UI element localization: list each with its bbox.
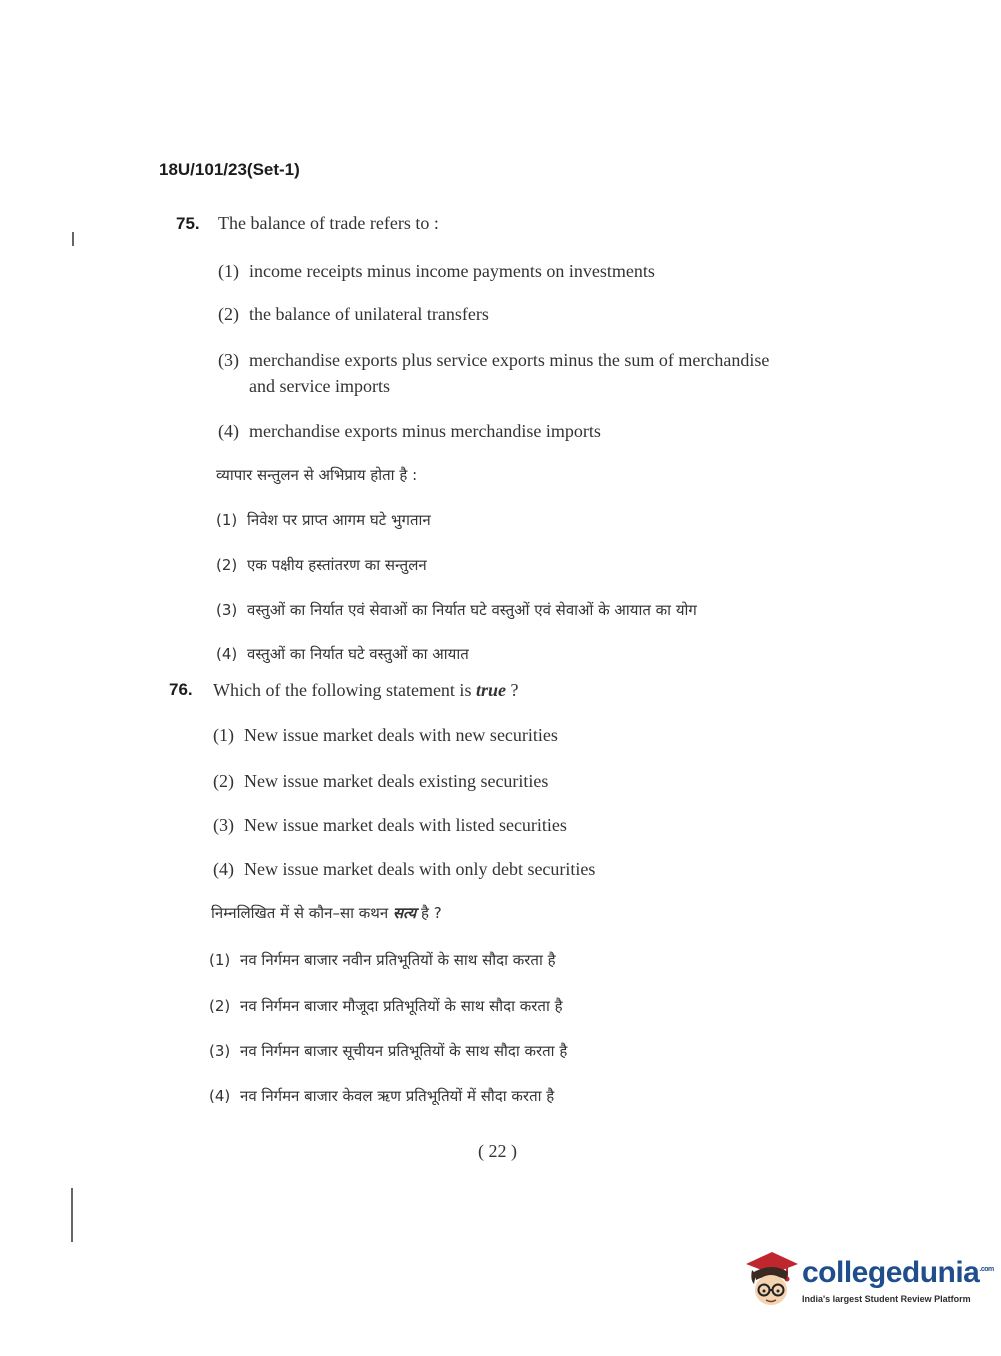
q75-option-3-en-continued: and service imports — [249, 376, 390, 396]
question-76-text-start: Which of the following statement is — [213, 680, 476, 700]
q75-option-3-hi — [216, 600, 697, 620]
option-text: नव निर्गमन बाजार सूचीयन प्रतिभूतियों के साथ सौदा करता है — [240, 1042, 568, 1060]
option-number: (1) — [216, 511, 238, 529]
collegedunia-logo — [742, 1250, 994, 1312]
option-number: (4) — [213, 859, 234, 879]
option-number: (2) — [216, 556, 238, 574]
q76-option-2-hi — [209, 996, 563, 1016]
option-text: नव निर्गमन बाजार नवीन प्रतिभूतियों के साथ सौदा करता है — [240, 951, 556, 969]
q75-option-3-en — [218, 350, 769, 371]
logo-domain-suffix: .com — [979, 1266, 994, 1273]
q76-option-4-hi — [209, 1086, 554, 1106]
logo-tagline: India's largest Student Review Platform — [802, 1294, 971, 1304]
q76-option-3-hi — [209, 1041, 567, 1061]
q75-option-2-hi — [216, 555, 427, 575]
page-number: ( 22 ) — [478, 1141, 517, 1161]
question-76-number: 76. — [169, 680, 193, 699]
option-number: (1) — [213, 725, 234, 745]
option-text: New issue market deals existing securities — [244, 771, 549, 791]
option-number: (3) — [213, 815, 234, 835]
option-text: New issue market deals with listed securities — [244, 815, 567, 835]
q76-option-1-hi — [209, 950, 556, 970]
q76-option-3-en — [213, 815, 567, 836]
q75-option-1-hi — [216, 510, 431, 530]
question-76-hindi-emphasis: सत्य — [393, 904, 417, 922]
option-number: (4) — [209, 1087, 231, 1105]
q76-option-1-en — [213, 725, 558, 746]
option-text: एक पक्षीय हस्तांतरण का सन्तुलन — [247, 556, 427, 574]
question-76-hindi-end: है ? — [416, 904, 442, 922]
q76-option-2-en — [213, 771, 548, 792]
option-text: नव निर्गमन बाजार केवल ऋण प्रतिभूतियों में सौदा करता है — [240, 1087, 555, 1105]
option-text: नव निर्गमन बाजार मौजूदा प्रतिभूतियों के साथ सौदा करता है — [240, 997, 563, 1015]
option-text: निवेश पर प्राप्त आगम घटे भुगतान — [247, 511, 431, 529]
q75-option-2-en — [218, 304, 489, 325]
option-number: (3) — [216, 601, 238, 619]
paper-code: 18U/101/23(Set-1) — [159, 160, 300, 179]
question-75-text: The balance of trade refers to : — [218, 213, 439, 233]
option-number: (3) — [209, 1042, 231, 1060]
option-text: the balance of unilateral transfers — [249, 304, 489, 324]
option-number: (2) — [209, 997, 231, 1015]
question-76-hindi-start: निम्नलिखित में से कौन–सा कथन — [211, 904, 393, 922]
option-number: (1) — [218, 261, 239, 281]
option-text: वस्तुओं का निर्यात एवं सेवाओं का निर्यात घटे वस्तुओं एवं सेवाओं के आयात का योग — [247, 601, 697, 619]
option-text: New issue market deals with only debt securities — [244, 859, 596, 879]
option-text: वस्तुओं का निर्यात घटे वस्तुओं का आयात — [247, 645, 469, 663]
q76-option-4-en — [213, 859, 595, 880]
question-75-number: 75. — [176, 214, 200, 233]
option-text: merchandise exports minus merchandise imports — [249, 421, 601, 441]
q75-option-4-hi — [216, 644, 469, 664]
question-75-text-hindi: व्यापार सन्तुलन से अभिप्राय होता है : — [216, 466, 418, 484]
logo-brand-text: collegedunia — [802, 1256, 980, 1289]
question-76-emphasis: true — [475, 680, 506, 700]
margin-mark-bottom — [71, 1188, 73, 1242]
option-number: (4) — [216, 645, 238, 663]
option-text: merchandise exports plus service exports minus the sum of merchandise — [249, 350, 770, 370]
mascot-icon — [742, 1250, 800, 1312]
logo-wordmark — [802, 1256, 994, 1290]
option-text: income receipts minus income payments on investments — [249, 261, 655, 281]
question-76-text — [213, 680, 518, 701]
question-76-text-hindi — [211, 903, 442, 923]
option-number: (2) — [213, 771, 234, 791]
option-text: New issue market deals with new securities — [244, 725, 558, 745]
option-number: (4) — [218, 421, 239, 441]
question-76-text-end: ? — [505, 680, 519, 700]
q75-option-1-en — [218, 261, 655, 282]
option-number: (3) — [218, 350, 239, 370]
margin-mark-top — [72, 232, 74, 246]
q75-option-4-en — [218, 421, 601, 442]
option-number: (2) — [218, 304, 239, 324]
option-number: (1) — [209, 951, 231, 969]
